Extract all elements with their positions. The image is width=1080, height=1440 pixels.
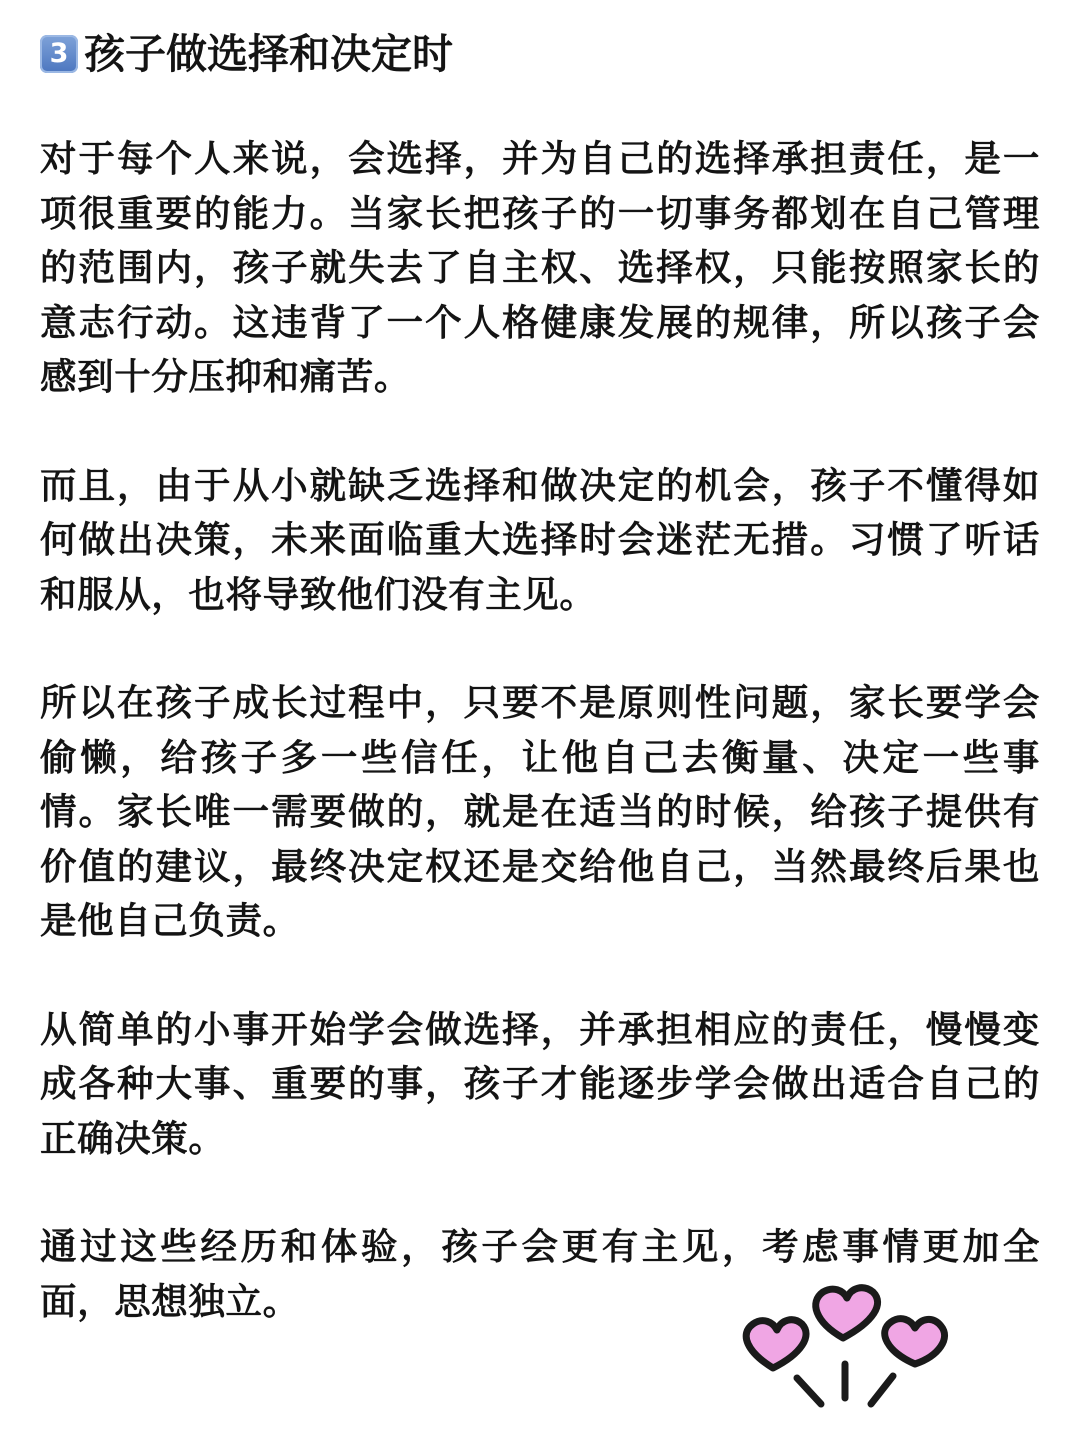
- section-title: 孩子做选择和决定时: [84, 30, 453, 78]
- heart-middle-icon: [816, 1288, 878, 1338]
- keycap-number-icon: 3: [40, 35, 78, 73]
- heart-right-icon: [885, 1319, 945, 1364]
- section-heading: [40, 26, 453, 82]
- sticker-line-right: [871, 1376, 893, 1404]
- paragraph-1: 对于每个人来说，会选择，并为自己的选择承担责任，是一项很重要的能力。当家长把孩子的一切事务都划在自己管理的范围内，孩子就失去了自主权、选择权，只能按照家长的意志行动。这违背了一个人格健康发展的规律，所以孩子会感到十分压抑和痛苦。: [40, 137, 1040, 398]
- paragraph-4: 从简单的小事开始学会做选择，并承担相应的责任，慢慢变成各种大事、重要的事，孩子才能逐步学会做出适合自己的正确决策。: [40, 1007, 1040, 1160]
- three-hearts-sticker-icon: [735, 1280, 955, 1430]
- article-body: [40, 132, 1040, 1383]
- paragraph-3: 所以在孩子成长过程中，只要不是原则性问题，家长要学会偷懒，给孩子多一些信任，让他自己去衡量、决定一些事情。家长唯一需要做的，就是在适当的时候，给孩子提供有价值的建议，最终决定权还是交给他自己，当然最终后果也是他自己负责。: [40, 681, 1040, 942]
- paragraph-5: 通过这些经历和体验，孩子会更有主见，考虑事情更加全面，思想独立。: [40, 1225, 1040, 1323]
- heart-left-icon: [746, 1320, 806, 1368]
- sticker-line-left: [797, 1378, 821, 1404]
- paragraph-2: 而且，由于从小就缺乏选择和做决定的机会，孩子不懂得如何做出决策，未来面临重大选择时会迷茫无措。习惯了听话和服从，也将导致他们没有主见。: [40, 463, 1040, 616]
